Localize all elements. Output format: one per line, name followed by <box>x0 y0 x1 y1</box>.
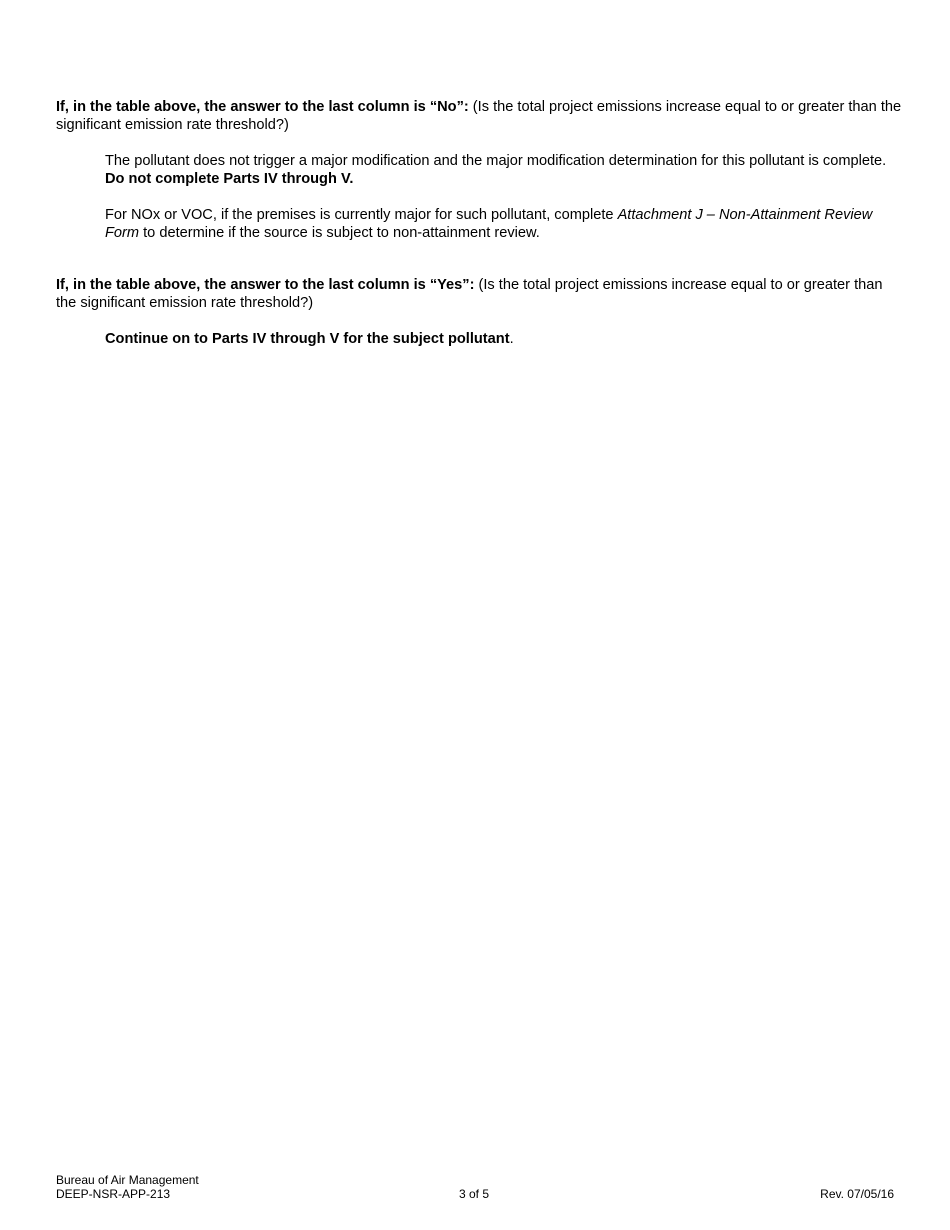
yes-answer-paragraph <box>56 276 906 312</box>
no-answer-question: (Is the total project emissions increase equal to or greater than the significant emission rate threshold?) <box>56 99 902 133</box>
nox-voc-paragraph <box>105 206 905 242</box>
no-answer-paragraph <box>56 98 906 134</box>
footer-left <box>56 1173 199 1201</box>
nox-voc-text-before: For NOx or VOC, if the premises is currently major for such pollutant, complete <box>105 207 618 223</box>
footer-form-id: DEEP-NSR-APP-213 <box>56 1187 171 1201</box>
attachment-j-form-name: Attachment J – Non-Attainment Review Form <box>105 207 873 241</box>
yes-answer-heading: If, in the table above, the answer to the last column is “Yes”: <box>56 277 475 293</box>
yes-continue-instruction: Continue on to Parts IV through V for the subject pollutant <box>105 331 510 347</box>
footer-revision: Rev. 07/05/16 <box>820 1187 894 1201</box>
footer-bureau: Bureau of Air Management <box>56 1173 199 1187</box>
no-result-paragraph <box>105 152 905 188</box>
no-answer-heading: If, in the table above, the answer to the last column is “No”: <box>56 99 469 115</box>
no-result-instruction: Do not complete Parts IV through V. <box>105 171 354 187</box>
no-result-text: The pollutant does not trigger a major modification and the major modification determination for this pollutant is complete. <box>105 153 887 169</box>
nox-voc-text-after: to determine if the source is subject to non-attainment review. <box>139 225 540 241</box>
yes-continue-paragraph <box>105 330 905 348</box>
footer-page-number: 3 of 5 <box>459 1187 490 1201</box>
yes-continue-period: . <box>509 331 514 347</box>
yes-answer-question: (Is the total project emissions increase equal to or greater than the significant emission rate threshold?) <box>56 277 883 311</box>
